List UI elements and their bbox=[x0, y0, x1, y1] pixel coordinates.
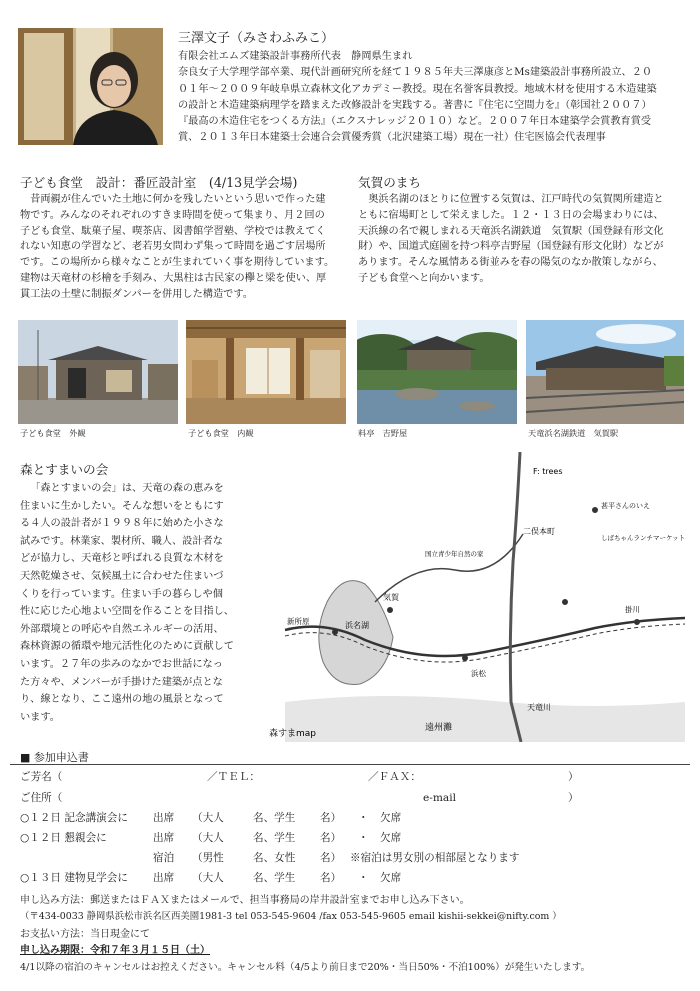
kodomo-line: です。この場所から様々なことが生まれていく事を期待しています。 bbox=[20, 257, 335, 269]
mori-line: た方々や、メンバーが手掛けた建築が点とな bbox=[20, 676, 223, 688]
mori-line: 森林資源の循環や地元活性化のために貢献して bbox=[20, 641, 234, 653]
photo-caption: 料亭 吉野屋 bbox=[358, 428, 408, 438]
count-close: 名） bbox=[320, 872, 342, 884]
separator: ・ bbox=[358, 832, 369, 844]
bio-line: 奈良女子大学理学部卒業、現代計画研究所を経て１９８５年夫三澤康彦とMs建築設計事務所設立、２０ bbox=[178, 67, 653, 79]
photo-caption: 子ども食堂 内観 bbox=[188, 428, 254, 438]
close-paren: ） bbox=[568, 771, 579, 783]
attend-option[interactable]: 出席 bbox=[153, 872, 175, 884]
kodomo-line: 貫工法の土壁に制振ダンパーを併用した構造です。 bbox=[20, 288, 253, 300]
kiga-line: あります。そんな風情ある街並みを春の陽気のなか散策しながら、 bbox=[358, 257, 663, 269]
lodging-option[interactable]: 宿泊 bbox=[153, 852, 175, 864]
mori-sumai-map bbox=[265, 452, 685, 742]
map-label: 掛川 bbox=[625, 605, 640, 614]
kodomo-line: れない知恵の学習など、老若男女問わず集って時間を過ごす居場所 bbox=[20, 241, 326, 253]
form-name-row[interactable] bbox=[20, 770, 680, 785]
mori-text bbox=[20, 480, 265, 726]
mori-line: り、線となり、ここ遠州の地の風景となって bbox=[20, 694, 224, 706]
name-field-label: ご芳名（ bbox=[20, 771, 63, 783]
mori-line: います。 bbox=[20, 711, 60, 723]
form-attendance-row[interactable] bbox=[20, 871, 680, 886]
kiga-line: 奥浜名湖のほとりに位置する気賀は、江戸時代の気賀関所建造と bbox=[368, 194, 664, 205]
kodomo-line: 物です。みんなのそれぞれのすきま時間を使って集まり、月２回の bbox=[20, 209, 325, 221]
count-close: 名） bbox=[320, 852, 342, 864]
kodomo-heading: 子ども食堂 設計：番匠設計室 (4/13見学会場) bbox=[20, 175, 298, 190]
count-student[interactable]: 名、学生 bbox=[253, 832, 296, 844]
kiga-text bbox=[358, 192, 688, 287]
row-label: ○１２日 懇親会に bbox=[20, 832, 107, 844]
form-attendance-row[interactable] bbox=[20, 831, 680, 846]
attend-option[interactable]: 出席 bbox=[153, 812, 175, 824]
map-label: 二俣本町 bbox=[523, 527, 555, 536]
count-female[interactable]: 名、女性 bbox=[253, 852, 296, 864]
photo-caption: 天竜浜名湖鉄道 気賀駅 bbox=[528, 428, 619, 438]
mori-line: 住まいに生かしたい。そんな想いをともにす bbox=[20, 500, 224, 512]
count-student[interactable]: 名、学生 bbox=[253, 872, 296, 884]
application-method: 申し込み方法：郵送またはＦＡＸまたはメールで、担当事務局の岸井設計室までお申し込み下さい。 bbox=[20, 895, 470, 906]
count-adult[interactable]: （大人 bbox=[192, 832, 224, 844]
bio-line: 『最高の木造住宅をつくる方法』（エクスナレッジ２０１０）など。２００７年日本建築学会賞教育賞受 bbox=[178, 116, 652, 128]
kiga-line: ともに宿場町として栄えました。１２・１３日の会場まわりには、 bbox=[358, 209, 664, 221]
mori-line: 性に応じた心地よい空間を作ることを目指し、 bbox=[20, 606, 234, 618]
bio-line: の設計と木造建築病理学を踏まえた改修設計を実践する。著書に『住宅に空間力を』（彰国社２００７） bbox=[178, 99, 652, 111]
mori-line: 「森とすまいの会」は、天竜の森の恵みを bbox=[30, 483, 224, 494]
map-label: 浜松 bbox=[471, 669, 486, 678]
map-label: 天竜川 bbox=[527, 703, 551, 712]
attend-option[interactable]: 出席 bbox=[153, 832, 175, 844]
map-label: 国立青少年自然の家 bbox=[425, 550, 484, 558]
kodomo-text bbox=[20, 192, 350, 303]
photo-kodomo-interior bbox=[186, 320, 346, 424]
fax-field-label: ／ＦＡＸ： bbox=[368, 771, 421, 783]
form-address-row[interactable] bbox=[20, 791, 680, 806]
cancellation-policy: 4/1以降の宿泊のキャンセルはお控えください。キャンセル料（4/5より前日まで20%・当日50%・不泊100%）が発生いたします。 bbox=[20, 962, 591, 973]
mori-line: る４人の設計者が１９９８年に始めた小さな bbox=[20, 518, 224, 530]
map-label: 気賀 bbox=[383, 593, 399, 602]
kiga-heading: 気賀のまち bbox=[358, 175, 421, 190]
kiga-line: 天浜線の名で親しまれる天竜浜名湖鉄道 気賀駅（国登録有形文化 bbox=[358, 225, 664, 237]
photo-caption: 子ども食堂 外観 bbox=[20, 428, 86, 438]
mori-line: 外部環境との呼応や自然エネルギーの活用、 bbox=[20, 623, 224, 635]
map-label: F: trees bbox=[533, 467, 563, 476]
bio-line: ０１年～２００９年岐阜県立森林文化アカデミー教授。現在名誉客員教授。地域木材を使用する木造建築 bbox=[178, 83, 657, 95]
count-adult[interactable]: （大人 bbox=[192, 812, 224, 824]
form-divider bbox=[10, 764, 690, 765]
bio-line: 有限会社エムズ建築設計事務所代表 静岡県生まれ bbox=[178, 51, 413, 62]
count-adult[interactable]: （大人 bbox=[192, 872, 224, 884]
bio-line: 賞、２０１３年日本建築士会連合会賞優秀賞（北沢建築工場）現在一社）住宅医協会代表理事 bbox=[178, 132, 606, 144]
row-label: ○１２日 記念講演会に bbox=[20, 812, 128, 824]
kiga-line: 子ども食堂へと向かいます。 bbox=[358, 272, 490, 284]
form-lodging-row[interactable] bbox=[20, 851, 680, 866]
profile-name: 三澤文子（みさわふみこ） bbox=[178, 31, 335, 46]
count-student[interactable]: 名、学生 bbox=[253, 812, 296, 824]
map-label: 新所原 bbox=[287, 617, 310, 626]
photo-kodomo-exterior bbox=[18, 320, 178, 424]
count-male[interactable]: （男性 bbox=[192, 852, 224, 864]
row-label: ○１３日 建物見学会に bbox=[20, 872, 128, 884]
mori-line: どが協力し、天竜杉と呼ばれる良質な木材を bbox=[20, 553, 224, 565]
mori-line: 試みです。林業家、製材所、職人、設計者な bbox=[20, 535, 223, 547]
photo-kiga-station bbox=[526, 320, 684, 424]
mori-line: くりを行っています。住まい手の暮らしや個 bbox=[20, 588, 223, 600]
kiga-line: 財）や、国道式庭園を持つ料亭吉野屋（国登録有形文化財）などが bbox=[358, 241, 664, 253]
separator: ・ bbox=[358, 872, 369, 884]
absent-option[interactable]: 欠席 bbox=[380, 872, 402, 884]
map-label: 遠州灘 bbox=[425, 723, 453, 733]
kodomo-line: 昔両親が住んでいた土地に何かを残したいという思いで作った建 bbox=[30, 194, 326, 205]
tel-field-label: ／ＴＥＬ： bbox=[207, 771, 260, 783]
payment-method: お支払い方法：当日現金にて bbox=[20, 929, 150, 940]
office-address: （〒434-0033 静岡県浜松市浜名区西美園1981-3 tel 053-545-9604 /fax 053-545-9605 email kishii-sekkei@nifty.com ） bbox=[20, 911, 562, 922]
separator: ・ bbox=[358, 812, 369, 824]
kodomo-line: 建物は天竜材の杉檜を手刻み、大黒柱は古民家の欅と梁を使い、厚 bbox=[20, 272, 327, 284]
application-deadline: 申し込み期限：令和７年３月１５日（土） bbox=[20, 945, 210, 956]
portrait-photo bbox=[18, 28, 163, 145]
count-close: 名） bbox=[320, 812, 342, 824]
email-field-label: e-mail bbox=[423, 792, 456, 804]
form-title: ■ 参加申込書 bbox=[20, 751, 89, 764]
photo-yoshinoya bbox=[357, 320, 517, 424]
map-caption: 森すまmap bbox=[269, 729, 316, 739]
lodging-note: ※宿泊は男女別の相部屋となります bbox=[350, 852, 520, 864]
map-label: しばちゃんランチマーケット bbox=[601, 534, 685, 542]
map-label: 浜名湖 bbox=[345, 621, 369, 630]
kodomo-line: 子ども食堂、駄菓子屋、喫茶店、図書館学習塾、学校では教えてく bbox=[20, 225, 326, 237]
count-close: 名） bbox=[320, 832, 342, 844]
address-field-label: ご住所（ bbox=[20, 792, 63, 804]
absent-option[interactable]: 欠席 bbox=[380, 812, 402, 824]
absent-option[interactable]: 欠席 bbox=[380, 832, 402, 844]
map-label: 甚平さんのいえ bbox=[601, 502, 650, 510]
mori-heading: 森とすまいの会 bbox=[20, 462, 109, 477]
close-paren: ） bbox=[568, 792, 579, 804]
mori-line: 天然乾燥させ、気候風土に合わせた住まいづ bbox=[20, 570, 224, 582]
mori-line: います。２７年の歩みのなかでお世話になっ bbox=[20, 658, 223, 670]
profile-bio bbox=[178, 30, 678, 147]
form-attendance-row[interactable] bbox=[20, 811, 680, 826]
